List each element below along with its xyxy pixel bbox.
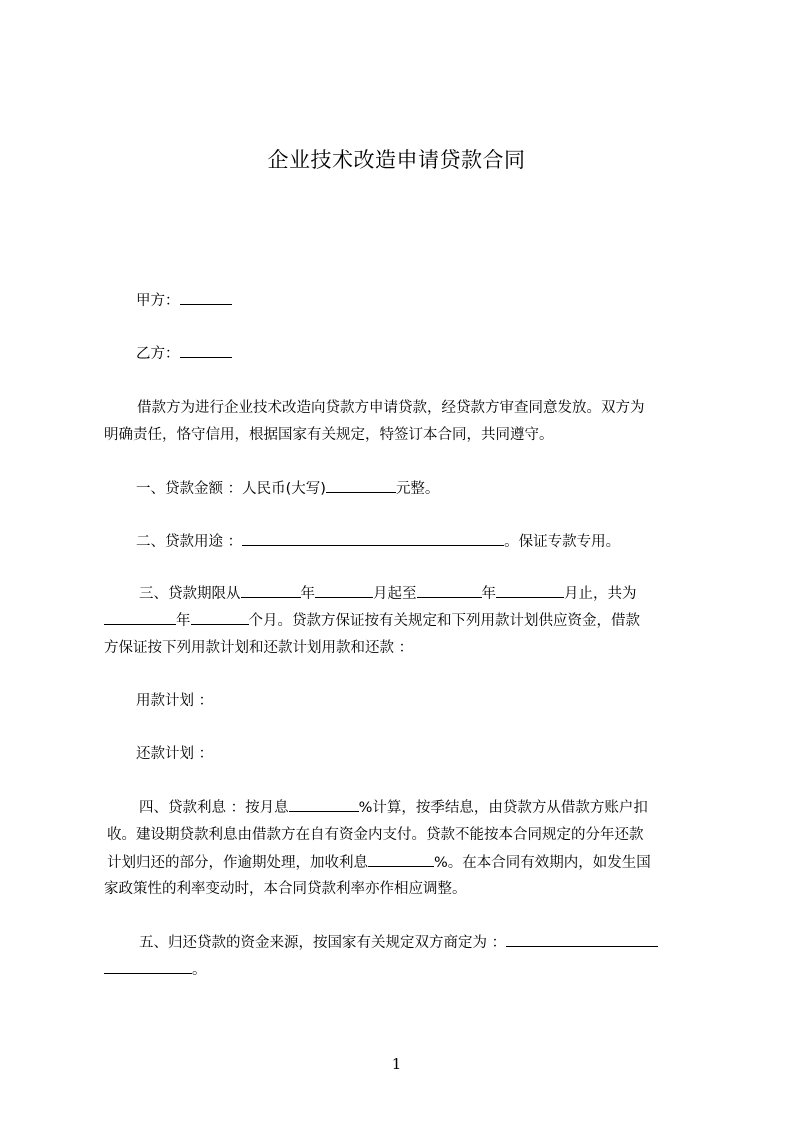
section-4-line-2: 收。建设期贷款利息由借款方在自有资金内支付。贷款不能按本合同规定的分年还款 (107, 827, 644, 843)
term-years-blank (104, 610, 176, 625)
section-2-suffix: 。保证专款专用。 (504, 534, 621, 550)
section-4-line-3 (107, 852, 651, 873)
party-b-blank (180, 343, 232, 358)
section-5-suffix: 。 (192, 962, 207, 978)
section-4-text-b: %计算，按季结息，由贷款方从借款方账户扣 (358, 800, 648, 816)
repay-plan-label: 还款计划 ： (136, 746, 214, 762)
start-month-blank (315, 583, 373, 598)
monthly-interest-blank (289, 797, 359, 812)
intro-line-2: 明确责任，恪守信用，根据国家有关规定，特签订本合同，共同遵守。 (104, 427, 554, 443)
section-5-label: 五、归还贷款的资金来源，按国家有关规定双方商定为 ： (139, 935, 507, 951)
month-from-text: 月起至 (373, 586, 417, 602)
section-1-suffix: 元整。 (395, 481, 440, 497)
year-text: 年 (300, 586, 315, 602)
month-to-text: 月止，共为 (564, 586, 637, 602)
months-text: 个月。贷款方保证按有关规定和下列用款计划供应资金，借款 (248, 613, 640, 629)
section-4-label: 四、贷款利息 ：按月息 (139, 800, 289, 816)
repay-source-blank-2 (104, 959, 192, 974)
section-2-purpose (136, 531, 620, 552)
section-4-line-4: 家政策性的利率变动时，本合同贷款利率亦作相应调整。 (104, 881, 467, 897)
purpose-blank (242, 531, 504, 546)
party-a-blank (180, 290, 232, 305)
section-1-amount (136, 478, 439, 499)
section-2-label: 二、贷款用途 ： (136, 534, 243, 550)
party-a-line (136, 290, 232, 311)
use-plan-label: 用款计划 ： (136, 693, 214, 709)
section-5-line-1 (139, 932, 658, 953)
start-year-blank (241, 583, 301, 598)
section-5-line-2 (104, 959, 207, 980)
end-month-blank (496, 583, 564, 598)
party-b-label: 乙方： (136, 346, 180, 362)
party-b-line (136, 343, 232, 364)
party-a-label: 甲方： (136, 293, 180, 309)
page-number: 1 (391, 1055, 402, 1073)
year-text-3: 年 (176, 613, 191, 629)
section-3-label: 三、贷款期限从 (139, 586, 241, 602)
section-3-line-3: 方保证按下列用款计划和还款计划用款和还款 ： (104, 640, 414, 656)
section-4-line-3a: 计划归还的部分，作逾期处理，加收利息 (107, 855, 368, 871)
section-4-line-3b: %。在本合同有效期内，如发生国 (434, 855, 651, 871)
end-year-blank (417, 583, 482, 598)
section-1-label: 一、贷款金额 ：人民币(大写) (136, 481, 326, 497)
intro-line-1: 借款方为进行企业技术改造向贷款方申请贷款，经贷款方审查同意发放。双方为 (137, 400, 645, 416)
term-months-blank (191, 610, 249, 625)
section-4-line-1 (139, 797, 648, 818)
overdue-interest-blank (368, 852, 434, 867)
section-3-line-1 (139, 583, 637, 604)
repay-source-blank (506, 932, 658, 947)
document-title: 企业技术改造申请贷款合同 (267, 148, 526, 172)
amount-blank (326, 478, 396, 493)
section-3-line-2 (104, 610, 640, 631)
year-text-2: 年 (481, 586, 496, 602)
